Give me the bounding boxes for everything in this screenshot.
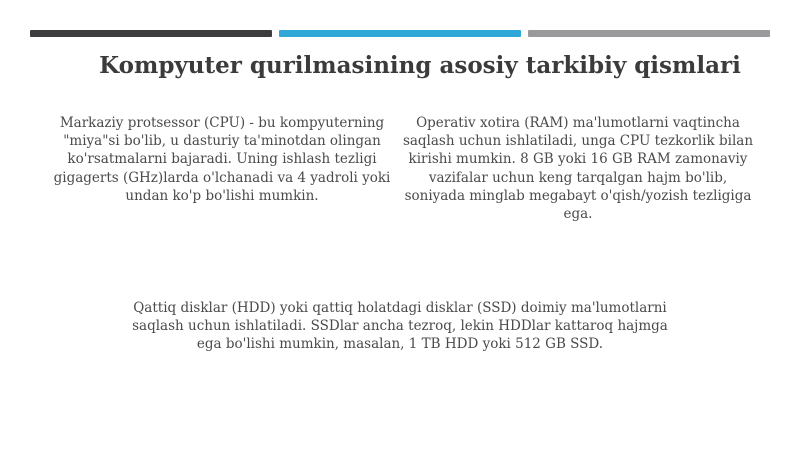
slide-title: Kompyuter qurilmasining asosiy tarkibiy qismlari xyxy=(99,52,741,79)
accent-bar-gray xyxy=(528,30,770,37)
accent-bar-blue xyxy=(279,30,521,37)
accent-bar-dark xyxy=(30,30,272,37)
storage-paragraph: Qattiq disklar (HDD) yoki qattiq holatdagi disklar (SSD) doimiy ma'lumotlarni saqlash uchun ishlatiladi. SSDlar ancha tezroq, lekin HDDlar kattaroq hajmga ega bo'lishi mumkin, masalan, 1 TB HDD yoki 512 GB SSD. xyxy=(132,300,668,353)
ram-paragraph: Operativ xotira (RAM) ma'lumotlarni vaqtincha saqlash uchun ishlatiladi, unga CPU tezkorlik bilan kirishi mumkin. 8 GB yoki 16 GB RAM zamonaviy vazifalar uchun keng tarqalgan hajm bo'lib, soniyada minglab megabayt o'qish/yozish tezligiga ega. xyxy=(402,115,754,223)
cpu-paragraph: Markaziy protsessor (CPU) - bu kompyuterning "miya"si bo'lib, u dasturiy ta'minotdan olingan ko'rsatmalarni bajaradi. Uning ishlash tezligi gigagerts (GHz)larda o'lchanadi va 4 yadroli yoki undan ko'p bo'lishi mumkin. xyxy=(53,115,391,204)
